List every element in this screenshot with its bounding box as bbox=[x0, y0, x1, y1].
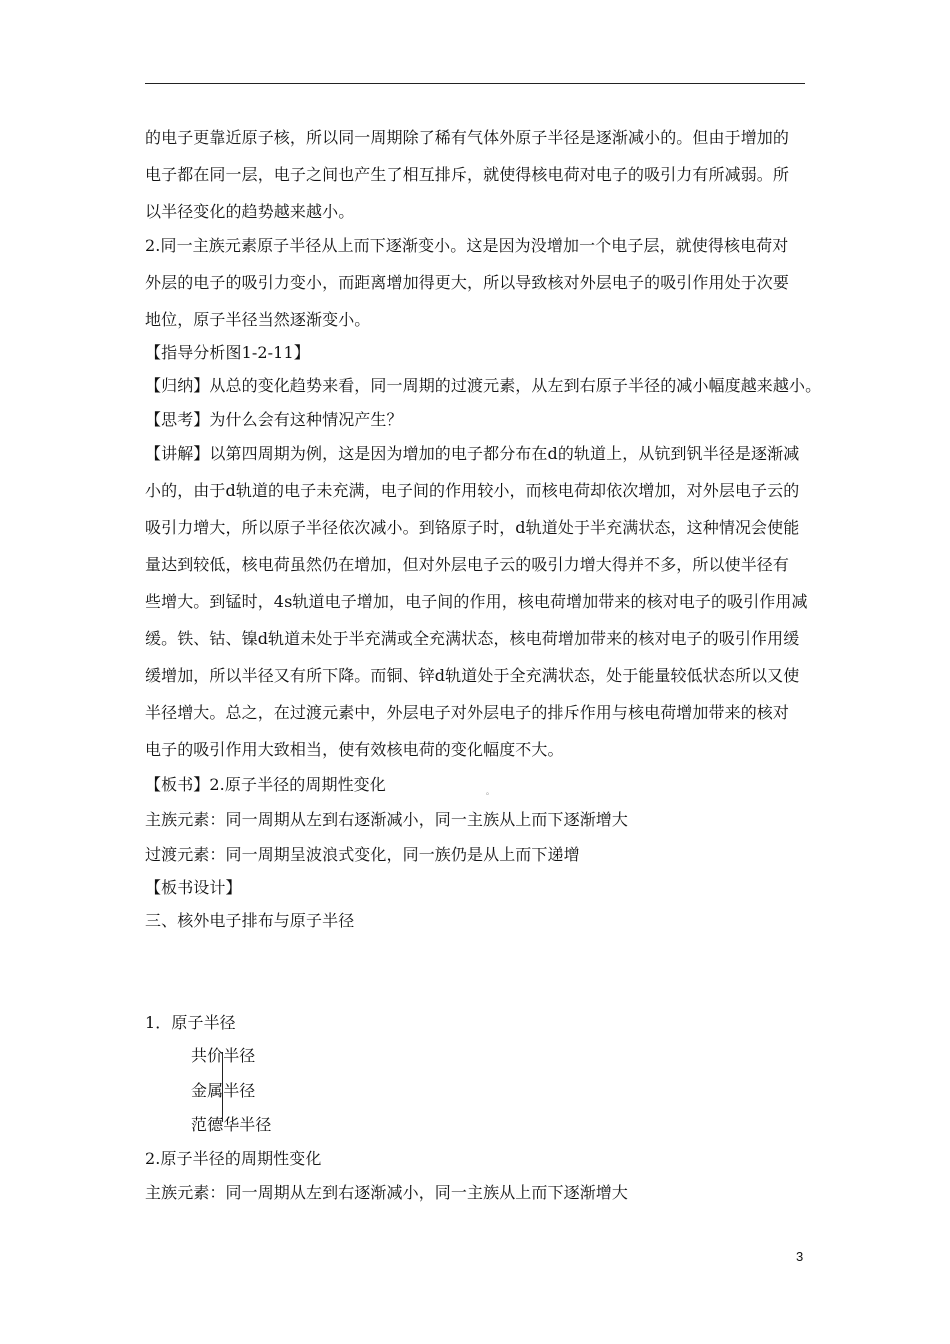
main-group-line: 主族元素：同一周期从左到右逐渐减小，同一主族从上而下逐渐增大 bbox=[145, 810, 629, 829]
item-atomic-radius: 1．原子半径 bbox=[145, 1013, 236, 1032]
header-rule bbox=[145, 83, 805, 84]
explain-line: 小的，由于d轨道的电子未充满，电子间的作用较小，而核电荷却依次增加，对外层电子云的 bbox=[145, 481, 800, 500]
explain-line: 量达到较低，核电荷虽然仍在增加，但对外层电子云的吸引力增大得并不多，所以使半径有 bbox=[145, 555, 790, 574]
explain-line: 半径增大。总之，在过渡元素中，外层电子对外层电子的排斥作用与核电荷增加带来的核对 bbox=[145, 703, 790, 722]
body-line: 外层的电子的吸引力变小，而距离增加得更大，所以导致核对外层电子的吸引作用处于次要 bbox=[145, 273, 790, 292]
body-line: 的电子更靠近原子核，所以同一周期除了稀有气体外原子半径是逐渐减小的。但由于增加的 bbox=[145, 128, 790, 147]
explain-line: 缓增加，所以半径又有所下降。而铜、锌d轨道处于全充满状态，处于能量较低状态所以又使 bbox=[145, 666, 800, 685]
small-mark: 。 bbox=[486, 787, 494, 796]
body-line: 以半径变化的趋势越来越小。 bbox=[145, 202, 355, 221]
radius-type: 金属半径 bbox=[191, 1081, 256, 1100]
section-title: 三、核外电子排布与原子半径 bbox=[145, 911, 355, 930]
explain-line: 电子的吸引作用大致相当，使有效核电荷的变化幅度不大。 bbox=[145, 740, 564, 759]
main-group-line-2: 主族元素：同一周期从左到右逐渐减小，同一主族从上而下逐渐增大 bbox=[145, 1183, 629, 1202]
explain-line: 【讲解】以第四周期为例，这是因为增加的电子都分布在d的轨道上，从钪到钒半径是逐渐减 bbox=[145, 444, 800, 463]
board-heading: 【板书】2.原子半径的周期性变化 bbox=[145, 775, 386, 794]
body-line: 地位，原子半径当然逐渐变小。 bbox=[145, 310, 371, 329]
page-number: 3 bbox=[796, 1249, 804, 1264]
explain-line: 些增大。到锰时，4s轨道电子增加，电子间的作用，核电荷增加带来的核对电子的吸引作用减 bbox=[145, 592, 808, 611]
board-design-heading: 【板书设计】 bbox=[145, 878, 242, 897]
induction-line: 【归纳】从总的变化趋势来看，同一周期的过渡元素，从左到右原子半径的减小幅度越来越小。 bbox=[145, 376, 822, 395]
body-line: 电子都在同一层，电子之间也产生了相互排斥，就使得核电荷对电子的吸引力有所减弱。所 bbox=[145, 165, 790, 184]
explain-line: 缓。铁、钴、镍d轨道未处于半充满或全充满状态，核电荷增加带来的核对电子的吸引作用缓 bbox=[145, 629, 800, 648]
transition-line: 过渡元素：同一周期呈波浪式变化，同一族仍是从上而下递增 bbox=[145, 845, 580, 864]
explain-line: 吸引力增大，所以原子半径依次减小。到铬原子时，d轨道处于半充满状态，这种情况会使能 bbox=[145, 518, 800, 537]
bracket-line bbox=[222, 1052, 227, 1122]
radius-type: 共价半径 bbox=[191, 1046, 256, 1065]
guide-heading: 【指导分析图1-2-11】 bbox=[145, 343, 310, 362]
body-line: 2.同一主族元素原子半径从上而下逐渐变小。这是因为没增加一个电子层，就使得核电荷对 bbox=[145, 236, 789, 255]
item-periodic-change: 2.原子半径的周期性变化 bbox=[145, 1149, 322, 1168]
radius-type: 范德华半径 bbox=[191, 1115, 272, 1134]
think-line: 【思考】为什么会有这种情况产生？ bbox=[145, 410, 403, 429]
